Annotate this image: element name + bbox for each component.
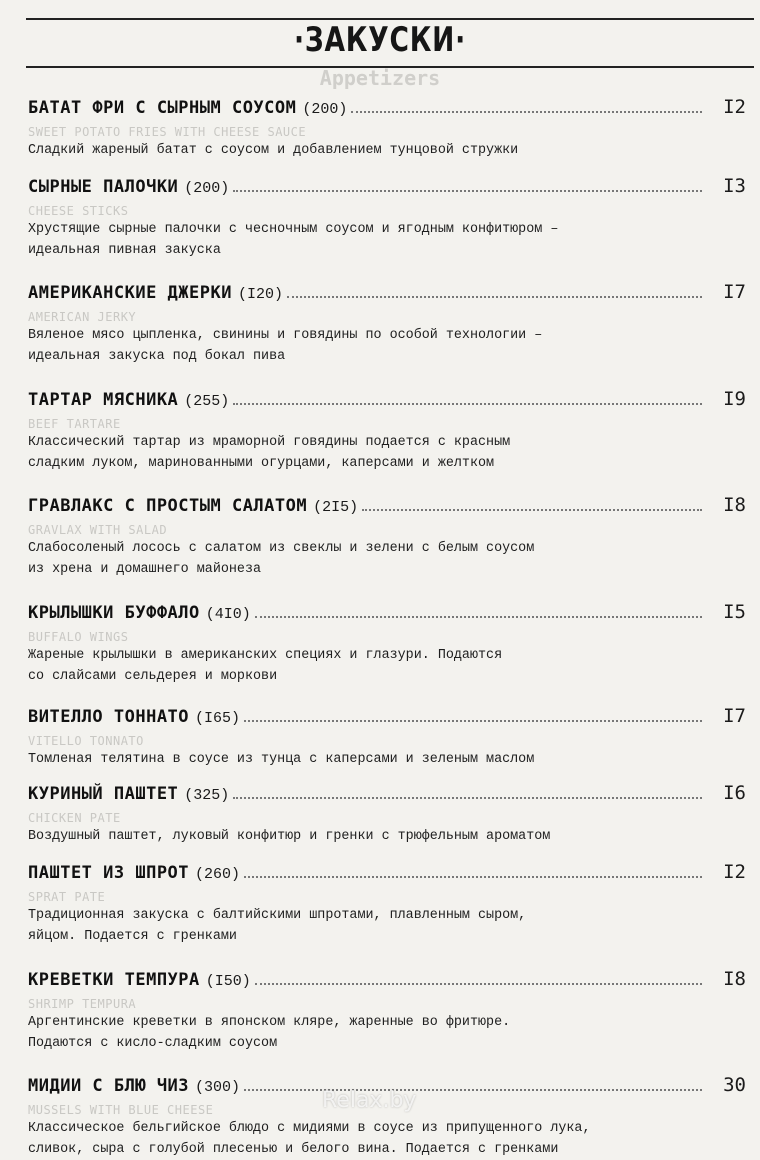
dish-weight: (260) <box>195 866 241 883</box>
dish-price: I2 <box>723 96 746 118</box>
dot-leader <box>362 508 702 511</box>
menu-item-heading <box>28 782 746 810</box>
dish-name: СЫРНЫЕ ПАЛОЧКИ <box>28 177 179 197</box>
dish-english-name: BUFFALO WINGS <box>28 630 129 644</box>
dish-weight: (200) <box>302 101 348 118</box>
menu-item-heading <box>28 281 746 309</box>
dot-leader <box>244 1088 702 1091</box>
dish-price: I9 <box>723 388 746 410</box>
dish-english-name: VITELLO TONNATO <box>28 734 144 748</box>
dish-name: КРЕВЕТКИ ТЕМПУРА <box>28 970 200 990</box>
dish-description: Жареные крылышки в американских специях и глазури. Подаются со слайсами сельдерея и моркови <box>28 648 503 684</box>
dish-price: I8 <box>723 494 746 516</box>
dish-weight: (255) <box>184 393 230 410</box>
dish-name: ТАРТАР МЯСНИКА <box>28 390 179 410</box>
dish-price: I3 <box>723 175 746 197</box>
dish-english-name: CHICKEN PATE <box>28 811 121 825</box>
dish-price: 30 <box>723 1074 746 1096</box>
menu-item <box>28 388 746 474</box>
dish-weight: (2I5) <box>313 499 359 516</box>
dish-weight: (I20) <box>237 286 283 303</box>
dot-leader <box>244 875 702 878</box>
dish-english-name: MUSSELS WITH BLUE CHEESE <box>28 1103 214 1117</box>
dot-leader <box>351 110 702 113</box>
dot-leader <box>244 719 702 722</box>
dish-english-name: GRAVLAX WITH SALAD <box>28 523 168 537</box>
page-subtitle: Appetizers <box>319 66 441 90</box>
dot-leader <box>233 402 702 405</box>
dish-weight: (4I0) <box>205 606 251 623</box>
dish-name: БАТАТ ФРИ С СЫРНЫМ СОУСОМ <box>28 98 297 118</box>
dish-description: Вяленое мясо цыпленка, свинины и говядины по особой технологии – идеальная закуска под бокал пива <box>28 328 543 364</box>
dish-name: МИДИИ С БЛЮ ЧИЗ <box>28 1076 190 1096</box>
dot-leader <box>287 295 702 298</box>
dish-description: Слабосоленый лосось с салатом из свеклы и зелени с белым соусом из хрена и домашнего майонеза <box>28 541 535 577</box>
menu-item <box>28 281 746 367</box>
dot-leader <box>233 796 702 799</box>
dish-description: Воздушный паштет, луковый конфитюр и гренки с трюфельным ароматом <box>28 829 551 844</box>
dish-english-name: SWEET POTATO FRIES WITH CHEESE SAUCE <box>28 125 307 139</box>
dish-weight: (I50) <box>205 973 251 990</box>
menu-item <box>28 705 746 770</box>
dish-english-name: SPRAT PATE <box>28 890 106 904</box>
menu-item-heading <box>28 705 746 733</box>
dish-description: Классический тартар из мраморной говядины подается с красным сладким луком, маринованными огурцами, каперсами и желтком <box>28 435 511 471</box>
dot-leader <box>255 982 702 985</box>
menu-item <box>28 175 746 261</box>
menu-item-heading <box>28 175 746 203</box>
dish-name: ВИТЕЛЛО ТОННАТО <box>28 707 190 727</box>
dish-price: I7 <box>723 705 746 727</box>
menu-item <box>28 1074 746 1160</box>
dish-description: Классическое бельгийское блюдо с мидиями в соусе из припущенного лука, сливок, сыра с голубой плесенью и белого вина. Подается с гренками <box>28 1121 591 1157</box>
dot-leader <box>233 189 702 192</box>
dish-name: ПАШТЕТ ИЗ ШПРОТ <box>28 863 190 883</box>
menu-item <box>28 861 746 947</box>
page-title: ·ЗАКУСКИ· <box>293 20 466 60</box>
dish-weight: (300) <box>195 1079 241 1096</box>
dish-description: Традиционная закуска с балтийскими шпротами, плавленным сыром, яйцом. Подается с гренками <box>28 908 527 944</box>
dish-name: АМЕРИКАНСКИЕ ДЖЕРКИ <box>28 283 232 303</box>
menu-item-heading <box>28 388 746 416</box>
dish-description: Томленая телятина в соусе из тунца с каперсами и зеленым маслом <box>28 752 535 767</box>
menu-item-heading <box>28 968 746 996</box>
dish-english-name: BEEF TARTARE <box>28 417 121 431</box>
dish-english-name: SHRIMP TEMPURA <box>28 997 137 1011</box>
dish-description: Хрустящие сырные палочки с чесночным соусом и ягодным конфитюром – идеальная пивная закуска <box>28 222 559 258</box>
dish-weight: (325) <box>184 787 230 804</box>
dish-name: КРЫЛЫШКИ БУФФАЛО <box>28 603 200 623</box>
dish-weight: (200) <box>184 180 230 197</box>
dish-english-name: AMERICAN JERKY <box>28 310 137 324</box>
menu-item <box>28 601 746 687</box>
dish-price: I6 <box>723 782 746 804</box>
dish-price: I7 <box>723 281 746 303</box>
menu-item <box>28 782 746 847</box>
menu-item-heading <box>28 96 746 124</box>
dish-english-name: CHEESE STICKS <box>28 204 129 218</box>
dish-description: Аргентинские креветки в японском кляре, жаренные во фритюре. Подаются с кисло-сладким соусом <box>28 1015 511 1051</box>
menu-item-heading <box>28 494 746 522</box>
dish-price: I2 <box>723 861 746 883</box>
dish-price: I5 <box>723 601 746 623</box>
menu-item-heading <box>28 601 746 629</box>
watermark: Relax.by <box>322 1088 417 1113</box>
dish-name: КУРИНЫЙ ПАШТЕТ <box>28 784 179 804</box>
menu-item <box>28 494 746 580</box>
dish-description: Сладкий жареный батат с соусом и добавлением тунцовой стружки <box>28 143 519 158</box>
menu-item <box>28 968 746 1054</box>
dish-price: I8 <box>723 968 746 990</box>
dot-leader <box>255 615 702 618</box>
dish-name: ГРАВЛАКС С ПРОСТЫМ САЛАТОМ <box>28 496 308 516</box>
menu-item-heading <box>28 861 746 889</box>
dish-weight: (I65) <box>195 710 241 727</box>
menu-item <box>28 96 746 161</box>
menu-list <box>28 96 746 1160</box>
